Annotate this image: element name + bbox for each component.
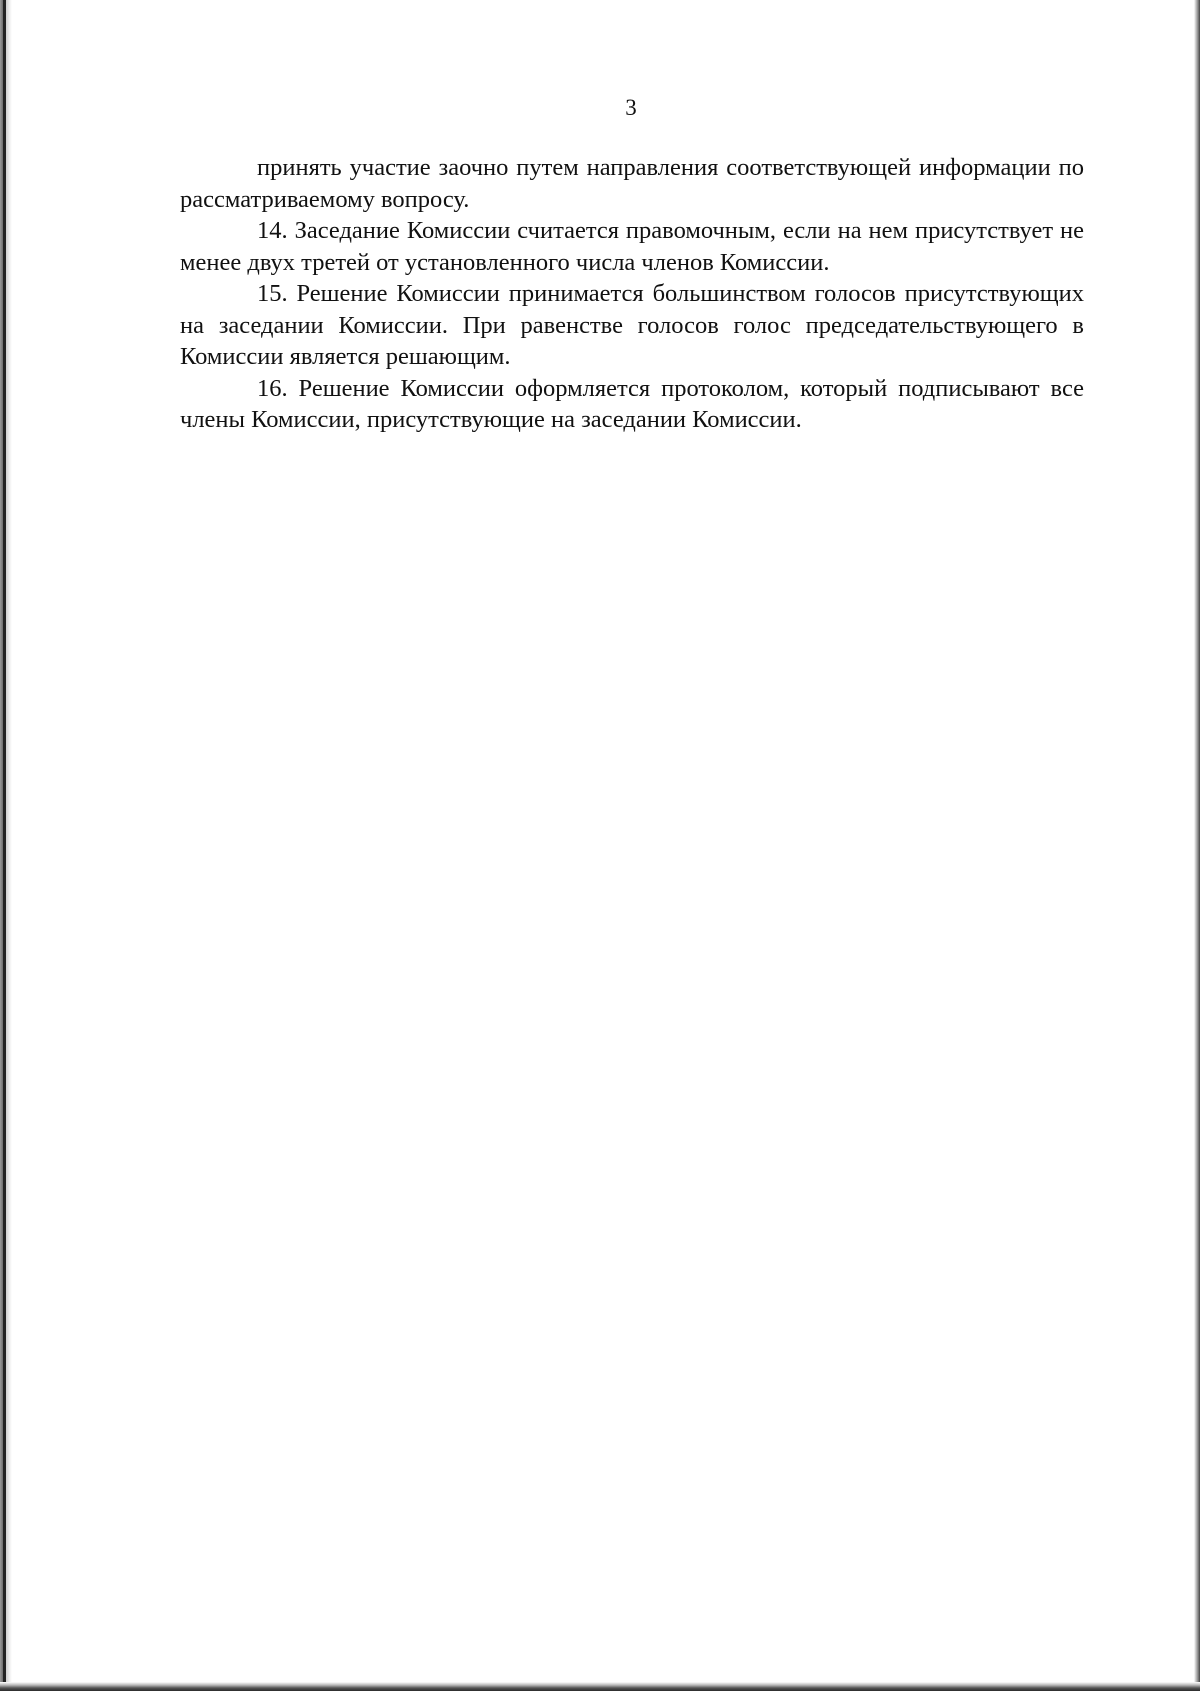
scan-edge-left-line [3,0,6,1691]
paragraph-item-15: 15. Решение Комиссии принимается большинством голосов присутствующих на заседании Комиссии. При равенстве голосов голос председательствующего в Комиссии является решающим. [180,280,1084,370]
scan-edge-bottom [0,1682,1200,1691]
page-number: 3 [625,95,637,120]
scan-edge-left [0,0,12,1691]
paragraph-continuation: принять участие заочно путем направления соответствующей информации по рассматриваемому вопросу. [180,154,1084,213]
document-body [180,152,1084,436]
paragraph-item-16: 16. Решение Комиссии оформляется протоколом, который подписывают все члены Комиссии, присутствующие на заседании Комиссии. [180,374,1084,433]
scan-edge-right [1194,0,1200,1691]
paragraph-item-14: 14. Заседание Комиссии считается правомочным, если на нем присутствует не менее двух третей от установленного числа членов Комиссии. [180,217,1084,276]
